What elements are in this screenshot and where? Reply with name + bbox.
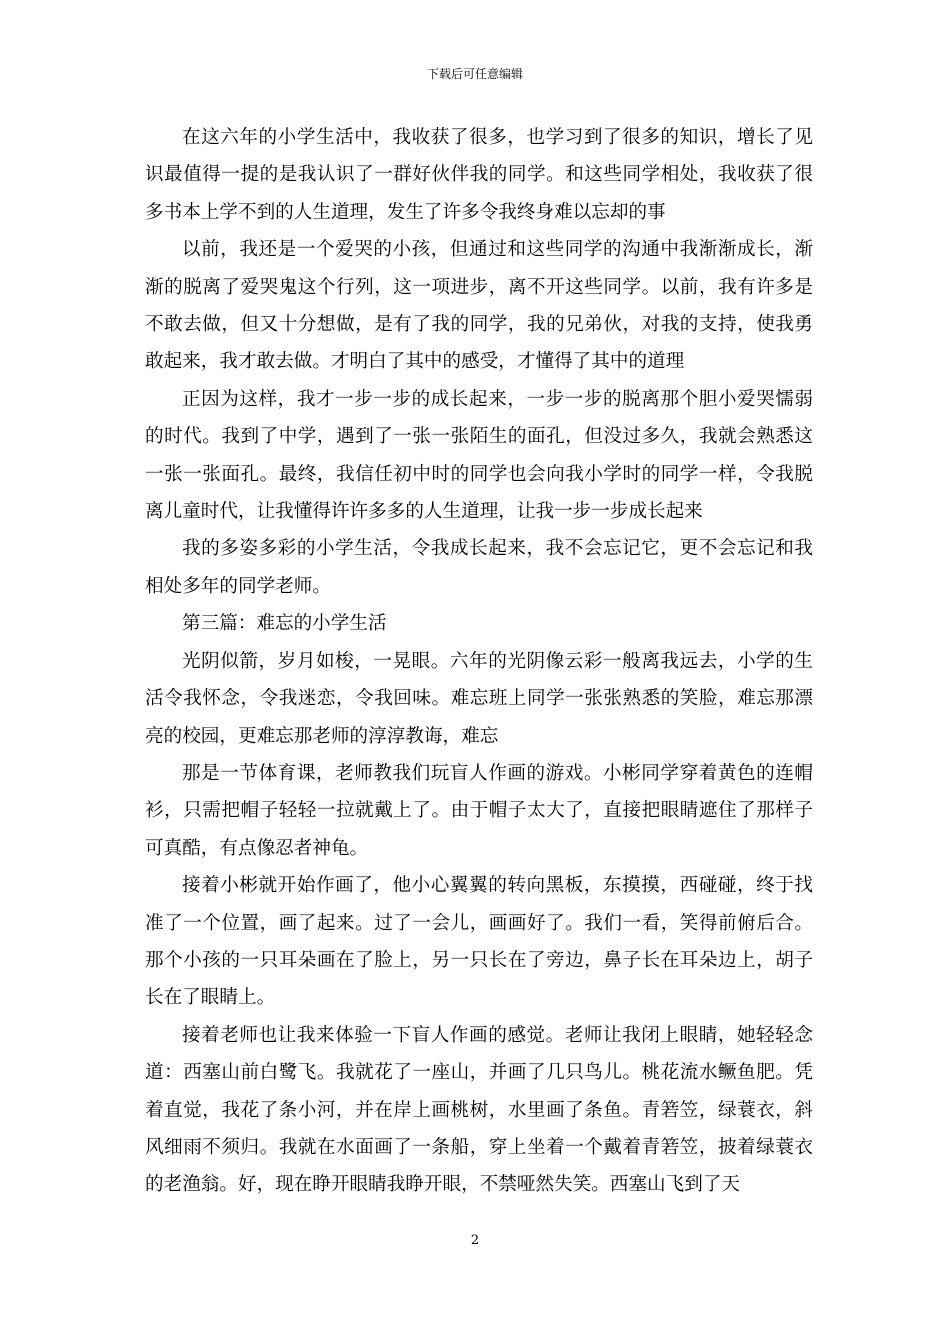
body-paragraph: 在这六年的小学生活中，我收获了很多，也学习到了很多的知识，增长了见识最值得一提的是我认识了一群好伙伴我的同学。和这些同学相处，我收获了很多书本上学不到的人生道理，发生了许多令我终身难以忘却的事 [145, 127, 813, 223]
body-paragraph: 正因为这样，我才一步一步的成长起来，一步一步的脱离那个胆小爱哭懦弱的时代。我到了中学，遇到了一张一张陌生的面孔，但没过多久，我就会熟悉这一张一张面孔。最终，我信任初中时的同学也会向我小学时的同学一样，令我脱离儿童时代，让我懂得许许多多的人生道理，让我一步一步成长起来 [145, 388, 813, 523]
page-header: 下载后可任意编辑 [426, 67, 523, 81]
body-paragraph: 光阴似箭，岁月如梭，一晃眼。六年的光阴像云彩一般离我远去，小学的生活令我怀念，令我迷恋，令我回味。难忘班上同学一张张熟悉的笑脸，难忘那漂亮的校园，更难忘那老师的淳淳教诲，难忘 [145, 650, 813, 747]
body-paragraph: 接着小彬就开始作画了，他小心翼翼的转向黑板，东摸摸，西碰碰，终于找准了一个位置，画了起来。过了一会儿，画画好了。我们一看，笑得前俯后合。那个小孩的一只耳朵画在了脸上，另一只长在了旁边，鼻子长在耳朵边上，胡子长在了眼睛上。 [145, 875, 813, 1009]
page-number: 2 [470, 1233, 480, 1248]
body-paragraph: 那是一节体育课，老师教我们玩盲人作画的游戏。小彬同学穿着黄色的连帽衫，只需把帽子轻轻一拉就戴上了。由于帽子太大了，直接把眼睛遮住了那样子可真酷，有点像忍者神龟。 [145, 762, 813, 859]
body-paragraph: 我的多姿多彩的小学生活，令我成长起来，我不会忘记它，更不会忘记和我相处多年的同学老师。 [145, 538, 813, 597]
body-paragraph: 以前，我还是一个爱哭的小孩，但通过和这些同学的沟通中我渐渐成长，渐渐的脱离了爱哭鬼这个行列，这一项进步，离不开这些同学。以前，我有许多是不敢去做，但又十分想做，是有了我的同学，我的兄弟伙，对我的支持，使我勇敢起来，我才敢去做。才明白了其中的感受，才懂得了其中的道理 [145, 239, 813, 373]
section-heading: 第三篇：难忘的小学生活 [182, 613, 387, 635]
body-paragraph: 接着老师也让我来体验一下盲人作画的感觉。老师让我闭上眼睛，她轻轻念道：西塞山前白鹭飞。我就花了一座山，并画了几只鸟儿。桃花流水鳜鱼肥。凭着直觉，我花了条小河，并在岸上画桃树，水里画了条鱼。青箬笠，绿蓑衣，斜风细雨不须归。我就在水面画了一条船，穿上坐着一个戴着青箬笠，披着绿蓑衣的老渔翁。好，现在睁开眼睛我睁开眼，不禁哑然失笑。西塞山飞到了天 [145, 1024, 813, 1196]
document-body [145, 119, 813, 1204]
